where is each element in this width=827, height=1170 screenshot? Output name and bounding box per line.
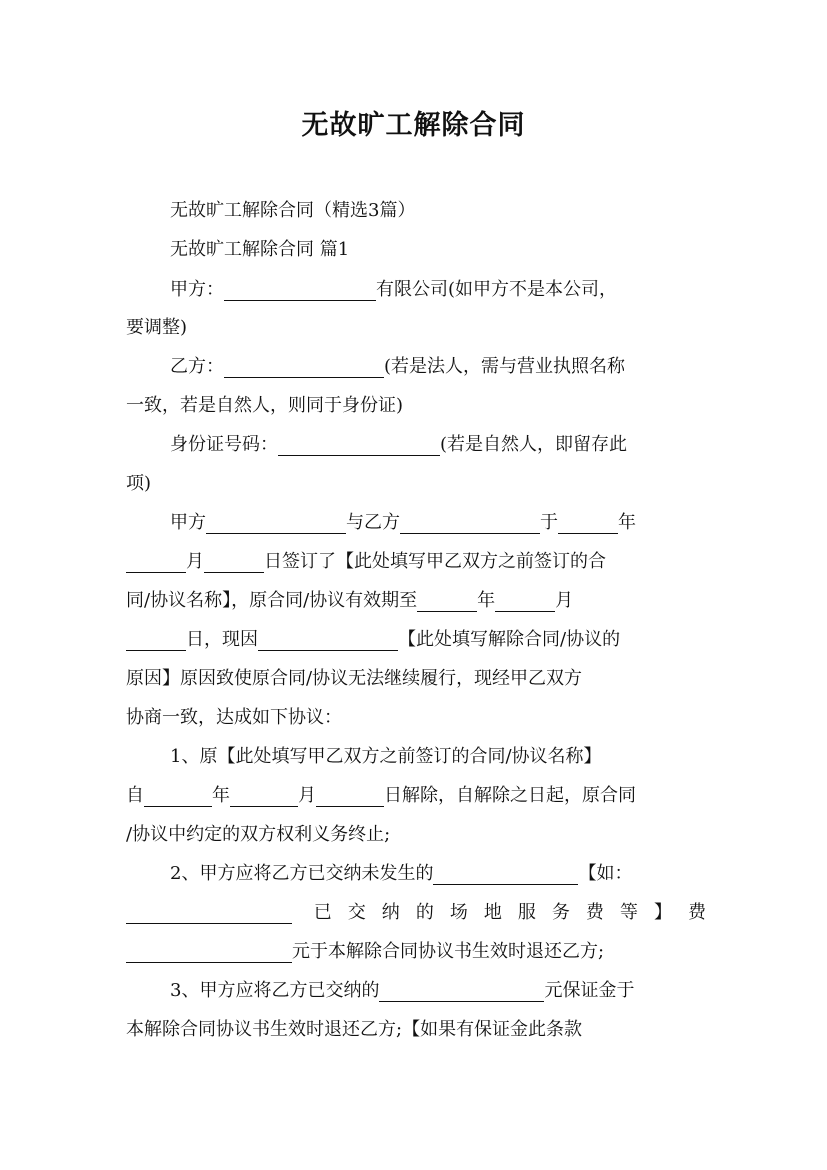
clause-2-line: 2、甲方应将乙方已交纳未发生的 【如： — [170, 863, 633, 884]
blank-field — [144, 784, 212, 807]
section-heading: 无故旷工解除合同 篇1 — [170, 239, 350, 260]
paragraph-line: 要调整) — [126, 317, 188, 338]
blank-field — [278, 433, 440, 456]
paragraph-line: 原因】原因致使原合同/协议无法继续履行，现经甲乙双方 — [126, 668, 583, 689]
id-number-line: 身份证号码： (若是自然人，即留存此 — [170, 434, 628, 455]
party-a-line: 甲方： 有限公司(如甲方不是本公司， — [170, 279, 618, 300]
clause-3-line: 3、甲方应将乙方已交纳的 元保证金于 — [170, 980, 635, 1001]
blank-field — [126, 628, 186, 651]
subtitle-line: 无故旷工解除合同（精选3篇） — [170, 200, 416, 221]
paragraph-line: 日，现因 【此处填写解除合同/协议的 — [126, 622, 706, 658]
party-b-line: 乙方： (若是法人，需与营业执照名称 — [170, 356, 626, 377]
paragraph-line: 同/协议名称】，原合同/协议有效期至 年 月 — [126, 590, 574, 611]
blank-field — [204, 550, 264, 573]
blank-field — [230, 784, 298, 807]
paragraph-line: 一致，若是自然人，则同于身份证) — [126, 395, 404, 416]
blank-field — [316, 784, 384, 807]
blank-field — [206, 511, 346, 534]
blank-field — [433, 862, 578, 885]
paragraph-line: 月 日签订了【此处填写甲乙双方之前签订的合 — [126, 544, 706, 580]
blank-field — [417, 589, 477, 612]
blank-field — [558, 511, 618, 534]
blank-field — [224, 278, 376, 301]
blank-field — [379, 979, 544, 1002]
paragraph-line: 本解除合同协议书生效时退还乙方;【如果有保证金此条款 — [126, 1019, 583, 1040]
blank-field — [126, 940, 292, 963]
paragraph-line: 协商一致，达成如下协议： — [126, 707, 342, 728]
paragraph-line: /协议中约定的双方权利义务终止; — [126, 824, 391, 845]
blank-field — [224, 355, 384, 378]
clause-1-line: 1、原【此处填写甲乙双方之前签订的合同/协议名称】 — [170, 746, 602, 767]
paragraph-line: 元于本解除合同协议书生效时退还乙方; — [126, 934, 706, 970]
blank-field — [126, 550, 186, 573]
paragraph-line: 自 年 月 日解除，自解除之日起，原合同 — [126, 785, 636, 806]
paragraph-line: 项) — [126, 473, 152, 494]
document-title: 无故旷工解除合同 — [301, 110, 526, 141]
blank-field — [126, 901, 292, 924]
blank-field — [258, 628, 398, 651]
agreement-line: 甲方 与乙方 于 年 — [170, 512, 636, 533]
paragraph-line: 已交纳的场地服务费等】费 — [126, 895, 706, 931]
blank-field — [495, 589, 555, 612]
blank-field — [400, 511, 540, 534]
